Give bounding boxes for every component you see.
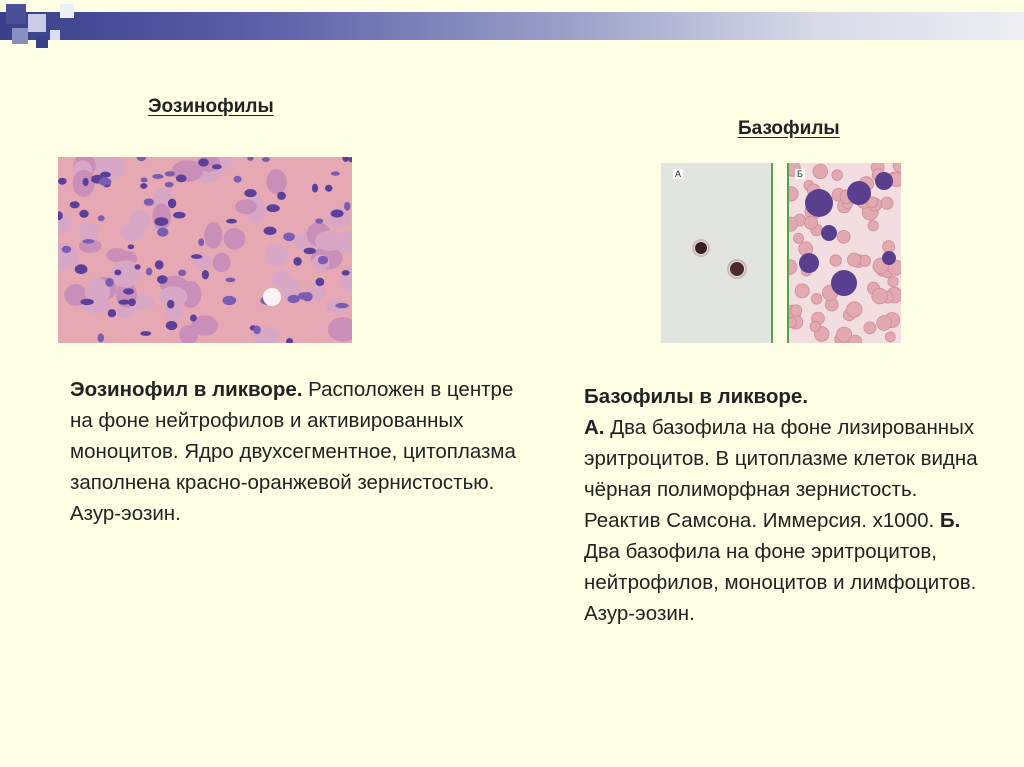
- cell-nucleus: [178, 270, 186, 277]
- basophil-micrograph-b: [787, 163, 901, 343]
- corner-square-decoration: [60, 4, 74, 18]
- corner-square-decoration: [36, 36, 48, 48]
- erythrocyte: [864, 322, 876, 334]
- cell-nucleus: [114, 270, 121, 276]
- cell-nucleus: [146, 268, 153, 276]
- erythrocyte: [888, 276, 898, 286]
- cell-cytoplasm: [264, 244, 288, 267]
- cell-nucleus: [293, 257, 301, 266]
- erythrocyte: [795, 284, 809, 298]
- cell-cytoplasm: [204, 222, 222, 249]
- cell-nucleus: [212, 164, 222, 169]
- cell-cytoplasm: [315, 231, 345, 251]
- cell-nucleus: [141, 178, 148, 183]
- cell-nucleus: [155, 260, 164, 269]
- cell-nucleus: [331, 171, 340, 175]
- cell-nucleus: [262, 157, 270, 162]
- eosinophil-caption-heading: Эозинофил в ликворе.: [70, 378, 303, 401]
- basophil-panel-a-image: [661, 163, 771, 343]
- erythrocyte: [881, 197, 893, 209]
- erythrocyte: [790, 305, 801, 316]
- eosinophil-caption-body: Расположен в центре на фоне нейтрофилов и активированных моноцитов. Ядро двухсегментное, цитоплазма заполнена красно-оранжевой зернистостью. Азур-эозин.: [70, 378, 516, 525]
- cell-nucleus: [157, 228, 168, 237]
- basophil-caption-b-text: Два базофила на фоне эритроцитов, нейтрофилов, моноцитов и лимфоцитов. Азур-эозин.: [584, 540, 977, 625]
- cell-nucleus: [244, 189, 256, 197]
- cell-nucleus: [288, 295, 300, 303]
- cell-nucleus: [173, 212, 186, 219]
- cell-cytoplasm: [152, 203, 171, 230]
- cell-nucleus: [312, 184, 318, 193]
- basophil-panel-b-image: [789, 163, 901, 343]
- eosinophils-title: Эозинофилы: [148, 96, 274, 117]
- cell-nucleus: [316, 278, 325, 286]
- cell-nucleus: [176, 175, 187, 183]
- cell-nucleus: [344, 202, 350, 211]
- erythrocyte: [789, 317, 797, 327]
- cell-nucleus: [75, 264, 88, 274]
- erythrocyte: [885, 332, 895, 342]
- erythrocyte: [832, 170, 843, 181]
- cell-nucleus: [315, 218, 323, 223]
- cell-nucleus: [83, 178, 89, 186]
- cell-nucleus: [198, 158, 209, 166]
- cell-nucleus: [190, 315, 197, 322]
- basophil-cell: [882, 251, 896, 265]
- basophil-cell: [847, 181, 871, 205]
- corner-square-decoration: [12, 28, 28, 44]
- cell-nucleus: [335, 303, 348, 308]
- cell-nucleus: [152, 174, 163, 179]
- cell-nucleus: [234, 176, 242, 183]
- panel-b-label: Б: [797, 169, 803, 179]
- cell-cytoplasm: [106, 248, 127, 262]
- basophils-title: Базофилы: [738, 118, 840, 139]
- eosinophil-micrograph: [58, 157, 352, 343]
- erythrocyte: [868, 221, 878, 231]
- cell-nucleus: [62, 246, 72, 253]
- basophil-micrograph-a: [661, 163, 773, 343]
- basophil-cell: [695, 242, 707, 254]
- cell-nucleus: [135, 264, 141, 269]
- basophil-caption-b-label: Б.: [939, 509, 961, 532]
- cell-nucleus: [277, 192, 286, 200]
- erythrocyte: [805, 216, 818, 229]
- basophil-caption-a-text: Два базофила на фоне лизированных эритроцитов. В цитоплазме клеток видна чёрная полиморфная зернистость. Реактив Самсона. Иммерсия. х1000.: [584, 416, 978, 532]
- erythrocyte: [830, 255, 841, 266]
- eosinophil-micrograph-image: [58, 157, 352, 343]
- corner-square-decoration: [50, 30, 60, 40]
- cell-nucleus: [82, 239, 94, 243]
- cell-nucleus: [80, 299, 93, 305]
- basophil-caption: [584, 381, 994, 629]
- basophil-cell: [821, 225, 837, 241]
- cell-nucleus: [264, 227, 277, 235]
- header-gradient-bar: [0, 12, 1024, 40]
- panel-a-label: А: [675, 169, 682, 179]
- cell-nucleus: [98, 215, 105, 221]
- cell-nucleus: [128, 244, 135, 249]
- cell-nucleus: [342, 270, 350, 275]
- cell-nucleus: [226, 219, 237, 224]
- cell-nucleus: [283, 233, 295, 242]
- cell-nucleus: [105, 278, 113, 287]
- basophil-cell: [805, 189, 833, 217]
- basophil-cell: [730, 262, 744, 276]
- cell-nucleus: [325, 185, 332, 192]
- cell-cytoplasm: [266, 169, 286, 194]
- cell-nucleus: [99, 178, 112, 186]
- cell-cytoplasm: [213, 253, 231, 272]
- cell-nucleus: [118, 300, 130, 305]
- cell-nucleus: [253, 326, 260, 335]
- cell-nucleus: [304, 248, 316, 255]
- cell-cytoplasm: [224, 228, 246, 250]
- cell-nucleus: [140, 331, 151, 336]
- cell-nucleus: [198, 238, 204, 246]
- cell-nucleus: [165, 171, 175, 176]
- cell-nucleus: [140, 183, 147, 189]
- erythrocyte: [877, 316, 892, 331]
- corner-square-decoration: [28, 14, 46, 32]
- cell-cytoplasm: [79, 223, 99, 242]
- erythrocyte: [811, 294, 822, 305]
- cell-nucleus: [266, 204, 279, 212]
- erythrocyte: [810, 321, 820, 331]
- erythrocyte: [813, 164, 828, 179]
- basophil-cell: [831, 270, 857, 296]
- cell-nucleus: [144, 198, 154, 205]
- cell-nucleus: [58, 178, 67, 185]
- cell-nucleus: [108, 309, 116, 317]
- erythrocyte: [794, 233, 804, 243]
- eosinophil-caption: [70, 374, 540, 529]
- cell-nucleus: [79, 210, 88, 218]
- cell-nucleus: [157, 275, 168, 284]
- erythrocyte: [837, 230, 850, 243]
- cell-nucleus: [155, 217, 169, 226]
- basophil-caption-a-label: А.: [584, 416, 605, 439]
- erythrocyte: [847, 302, 862, 317]
- cell-nucleus: [191, 254, 202, 259]
- cell-nucleus: [318, 256, 328, 265]
- cell-nucleus: [166, 321, 178, 330]
- cell-nucleus: [168, 199, 176, 209]
- erythrocyte: [883, 241, 895, 253]
- cell-cytoplasm: [235, 199, 257, 214]
- vacuole: [263, 288, 281, 306]
- cell-nucleus: [331, 210, 344, 218]
- erythrocyte: [872, 288, 888, 304]
- cell-nucleus: [167, 300, 174, 309]
- basophil-cell: [875, 172, 893, 190]
- cell-nucleus: [165, 182, 174, 188]
- cell-nucleus: [70, 201, 80, 208]
- cell-nucleus: [98, 333, 105, 342]
- cell-nucleus: [225, 278, 235, 283]
- cell-cytoplasm: [130, 209, 150, 233]
- cell-nucleus: [123, 288, 134, 294]
- basophil-caption-heading: Базофилы в ликворе.: [584, 385, 809, 408]
- basophil-cell: [799, 253, 819, 273]
- cell-nucleus: [222, 296, 236, 305]
- cell-nucleus: [202, 270, 209, 279]
- corner-square-decoration: [6, 4, 26, 24]
- erythrocyte: [848, 253, 861, 266]
